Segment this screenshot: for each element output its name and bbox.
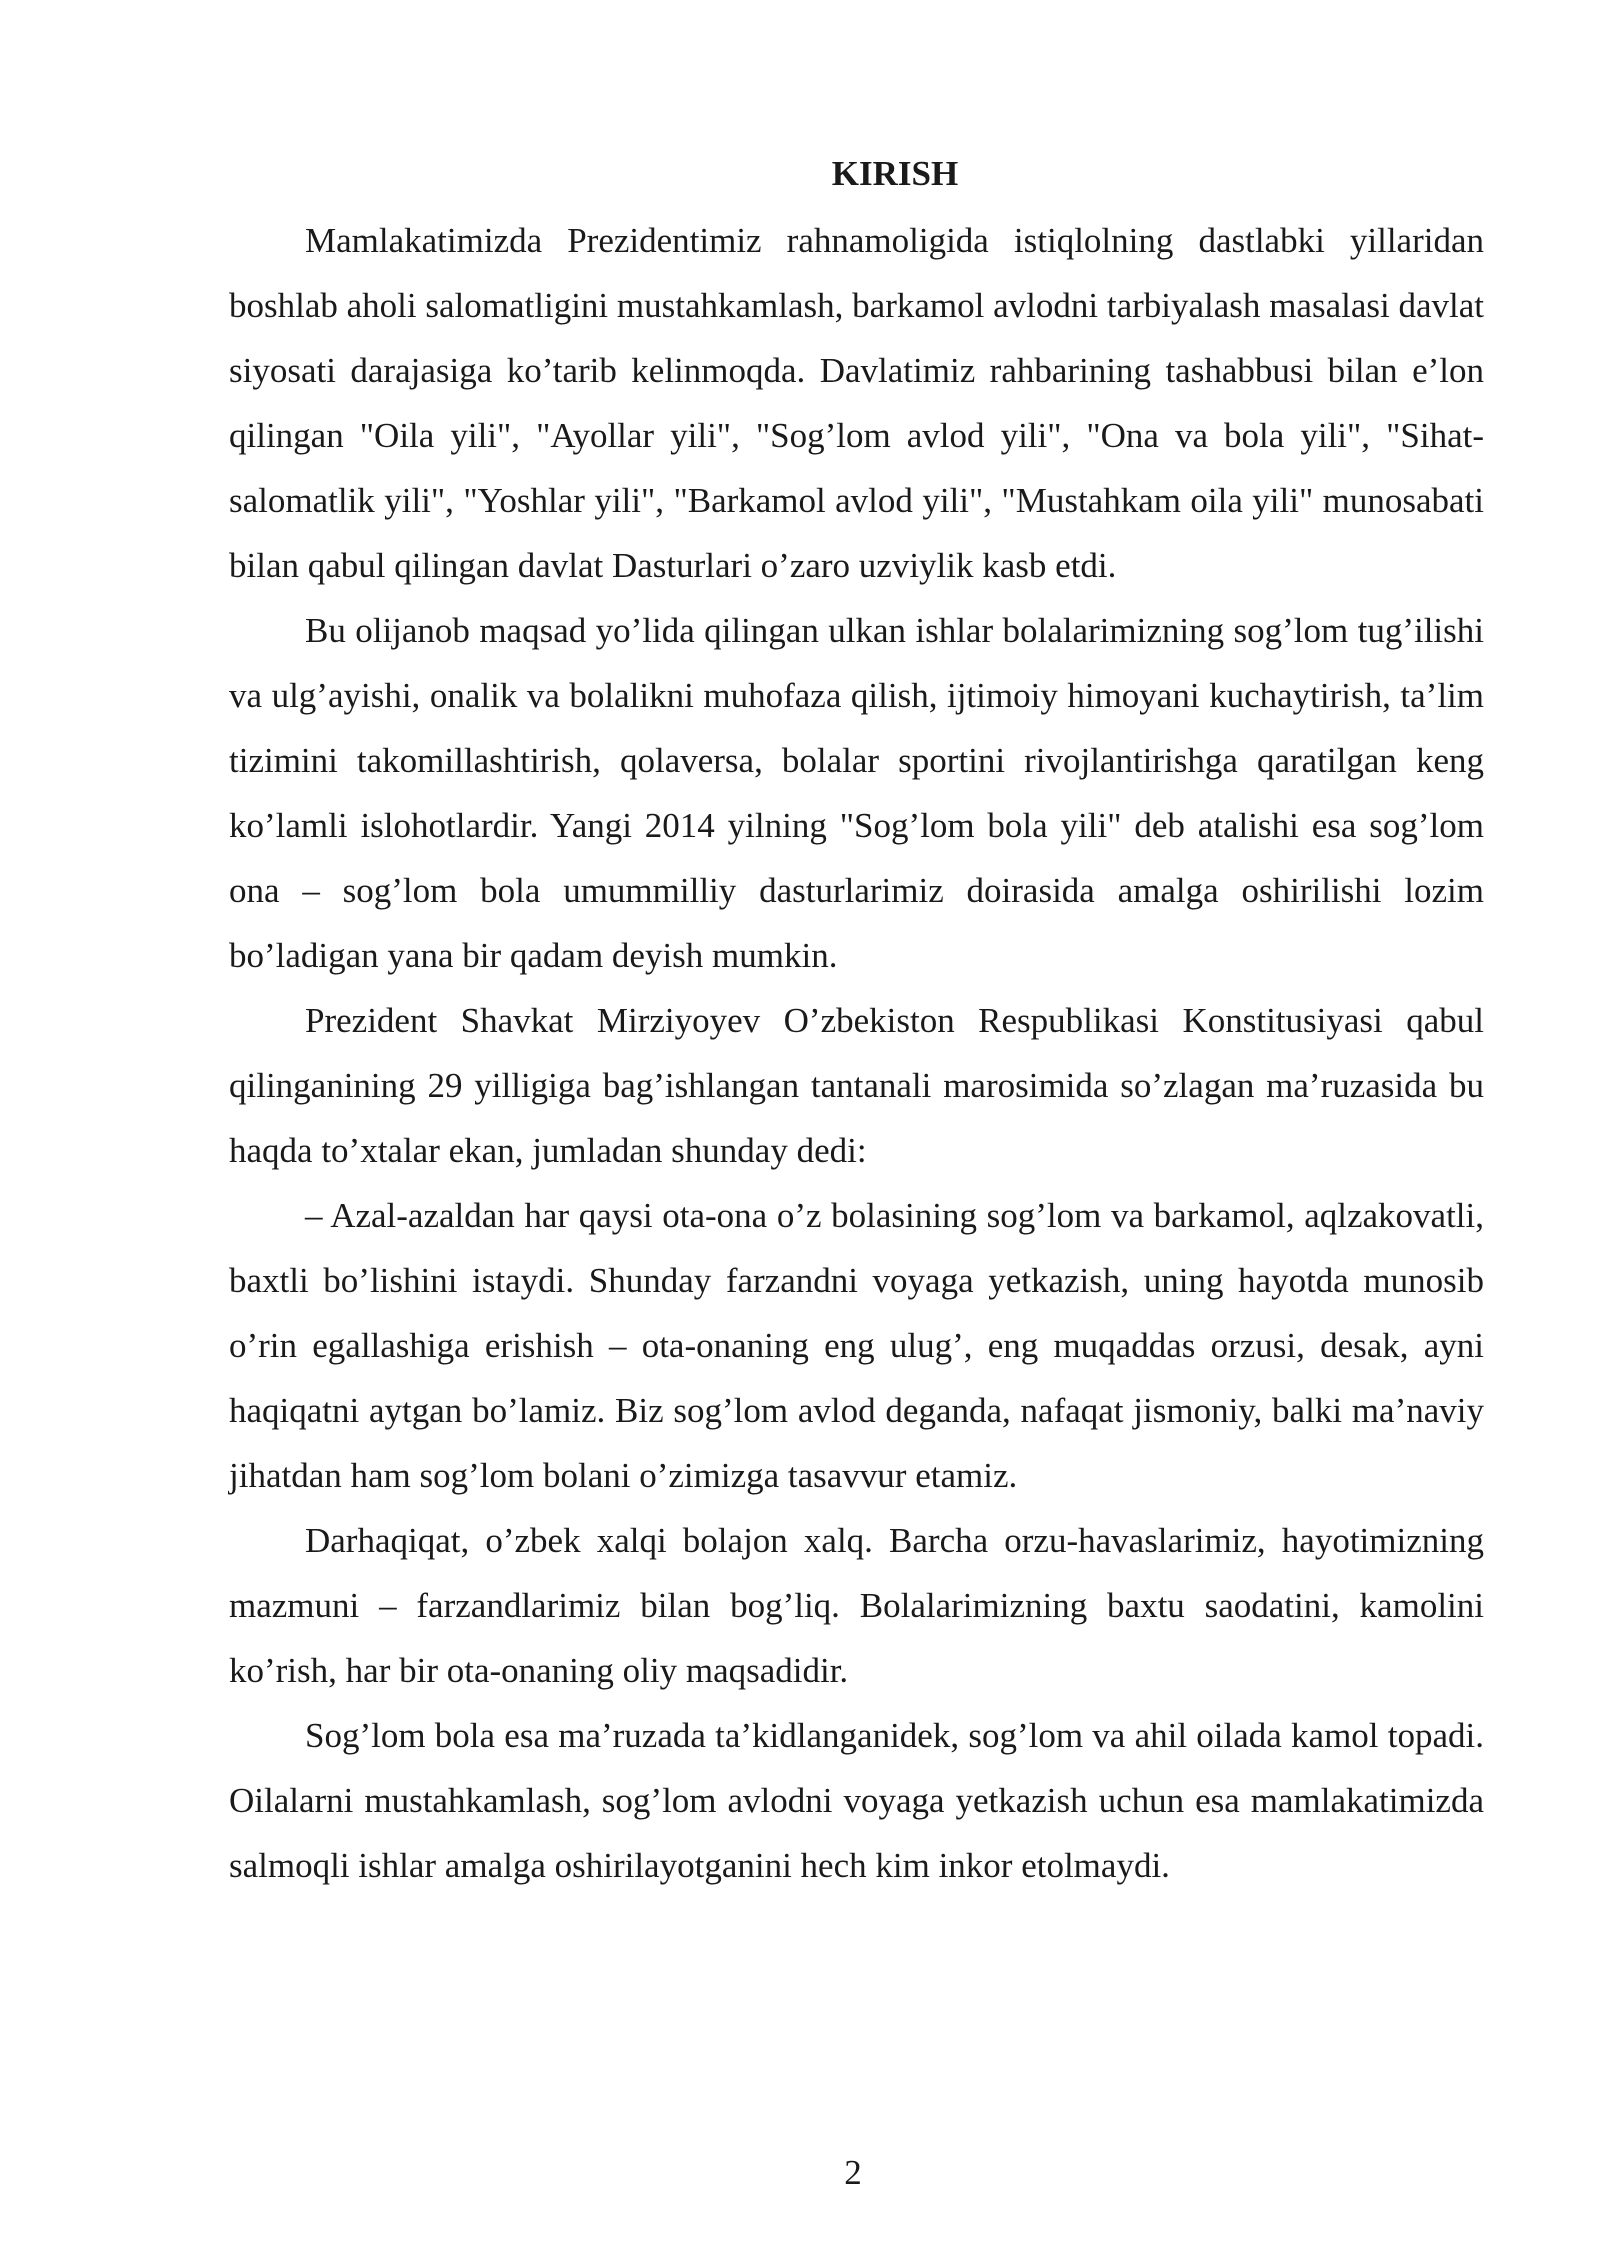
paragraph-4-quote: – Azal-azaldan har qaysi ota-ona o’z bolasining sog’lom va barkamol, aqlzakovatli, baxtli bo’lishini istaydi. Shunday farzandni voyaga yetkazish, uning hayotda munosib o’rin egallashiga erishish – ota-onaning eng ulug’, eng muqaddas orzusi, desak, ayni haqiqatni aytgan bo’lamiz. Biz sog’lom avlod deganda, nafaqat jismoniy, balki ma’naviy jihatdan ham sog’lom bolani o’zimizga tasavvur etamiz.: [229, 1196, 1484, 1495]
body-text: [229, 208, 1484, 1898]
paragraph-6: Sog’lom bola esa ma’ruzada ta’kidlanganidek, sog’lom va ahil oilada kamol topadi. Oilalarni mustahkamlash, sog’lom avlodni voyaga yetkazish uchun esa mamlakatimizda salmoqli ishlar amalga oshirilayotganini hech kim inkor etolmaydi.: [229, 1716, 1484, 1885]
paragraph-3: Prezident Shavkat Mirziyoyev O’zbekiston Respublikasi Konstitusiyasi qabul qilinganining 29 yilligiga bag’ishlangan tantanali marosimida so’zlagan ma’ruzasida bu haqda to’xtalar ekan, jumladan shunday dedi:: [229, 1001, 1484, 1170]
page-number: 2: [844, 2153, 862, 2192]
page-title: KIRISH: [831, 154, 959, 193]
paragraph-2: Bu olijanob maqsad yo’lida qilingan ulkan ishlar bolalarimizning sog’lom tug’ilishi va ulg’ayishi, onalik va bolalikni muhofaza qilish, ijtimoiy himoyani kuchaytirish, ta’lim tizimini takomillashtirish, qolaversa, bolalar sportini rivojlantirishga qaratilgan keng ko’lamli islohotlardir. Yangi 2014 yilning "Sog’lom bola yili" deb atalishi esa sog’lom ona – sog’lom bola umummilliy dasturlarimiz doirasida amalga oshirilishi lozim bo’ladigan yana bir qadam deyish mumkin.: [229, 611, 1484, 975]
paragraph-1: Mamlakatimizda Prezidentimiz rahnamoligida istiqlolning dastlabki yillaridan boshlab aholi salomatligini mustahkamlash, barkamol avlodni tarbiyalash masalasi davlat siyosati darajasiga ko’tarib kelinmoqda. Davlatimiz rahbarining tashabbusi bilan e’lon qilingan "Oila yili", "Ayollar yili", "Sog’lom avlod yili", "Ona va bola yili", "Sihat-salomatlik yili", "Yoshlar yili", "Barkamol avlod yili", "Mustahkam oila yili" munosabati bilan qabul qilingan davlat Dasturlari o’zaro uzviylik kasb etdi.: [229, 221, 1484, 585]
paragraph-5: Darhaqiqat, o’zbek xalqi bolajon xalq. Barcha orzu-havaslarimiz, hayotimizning mazmuni – farzandlarimiz bilan bog’liq. Bolalarimizning baxtu saodatini, kamolini ko’rish, har bir ota-onaning oliy maqsadidir.: [229, 1521, 1484, 1690]
